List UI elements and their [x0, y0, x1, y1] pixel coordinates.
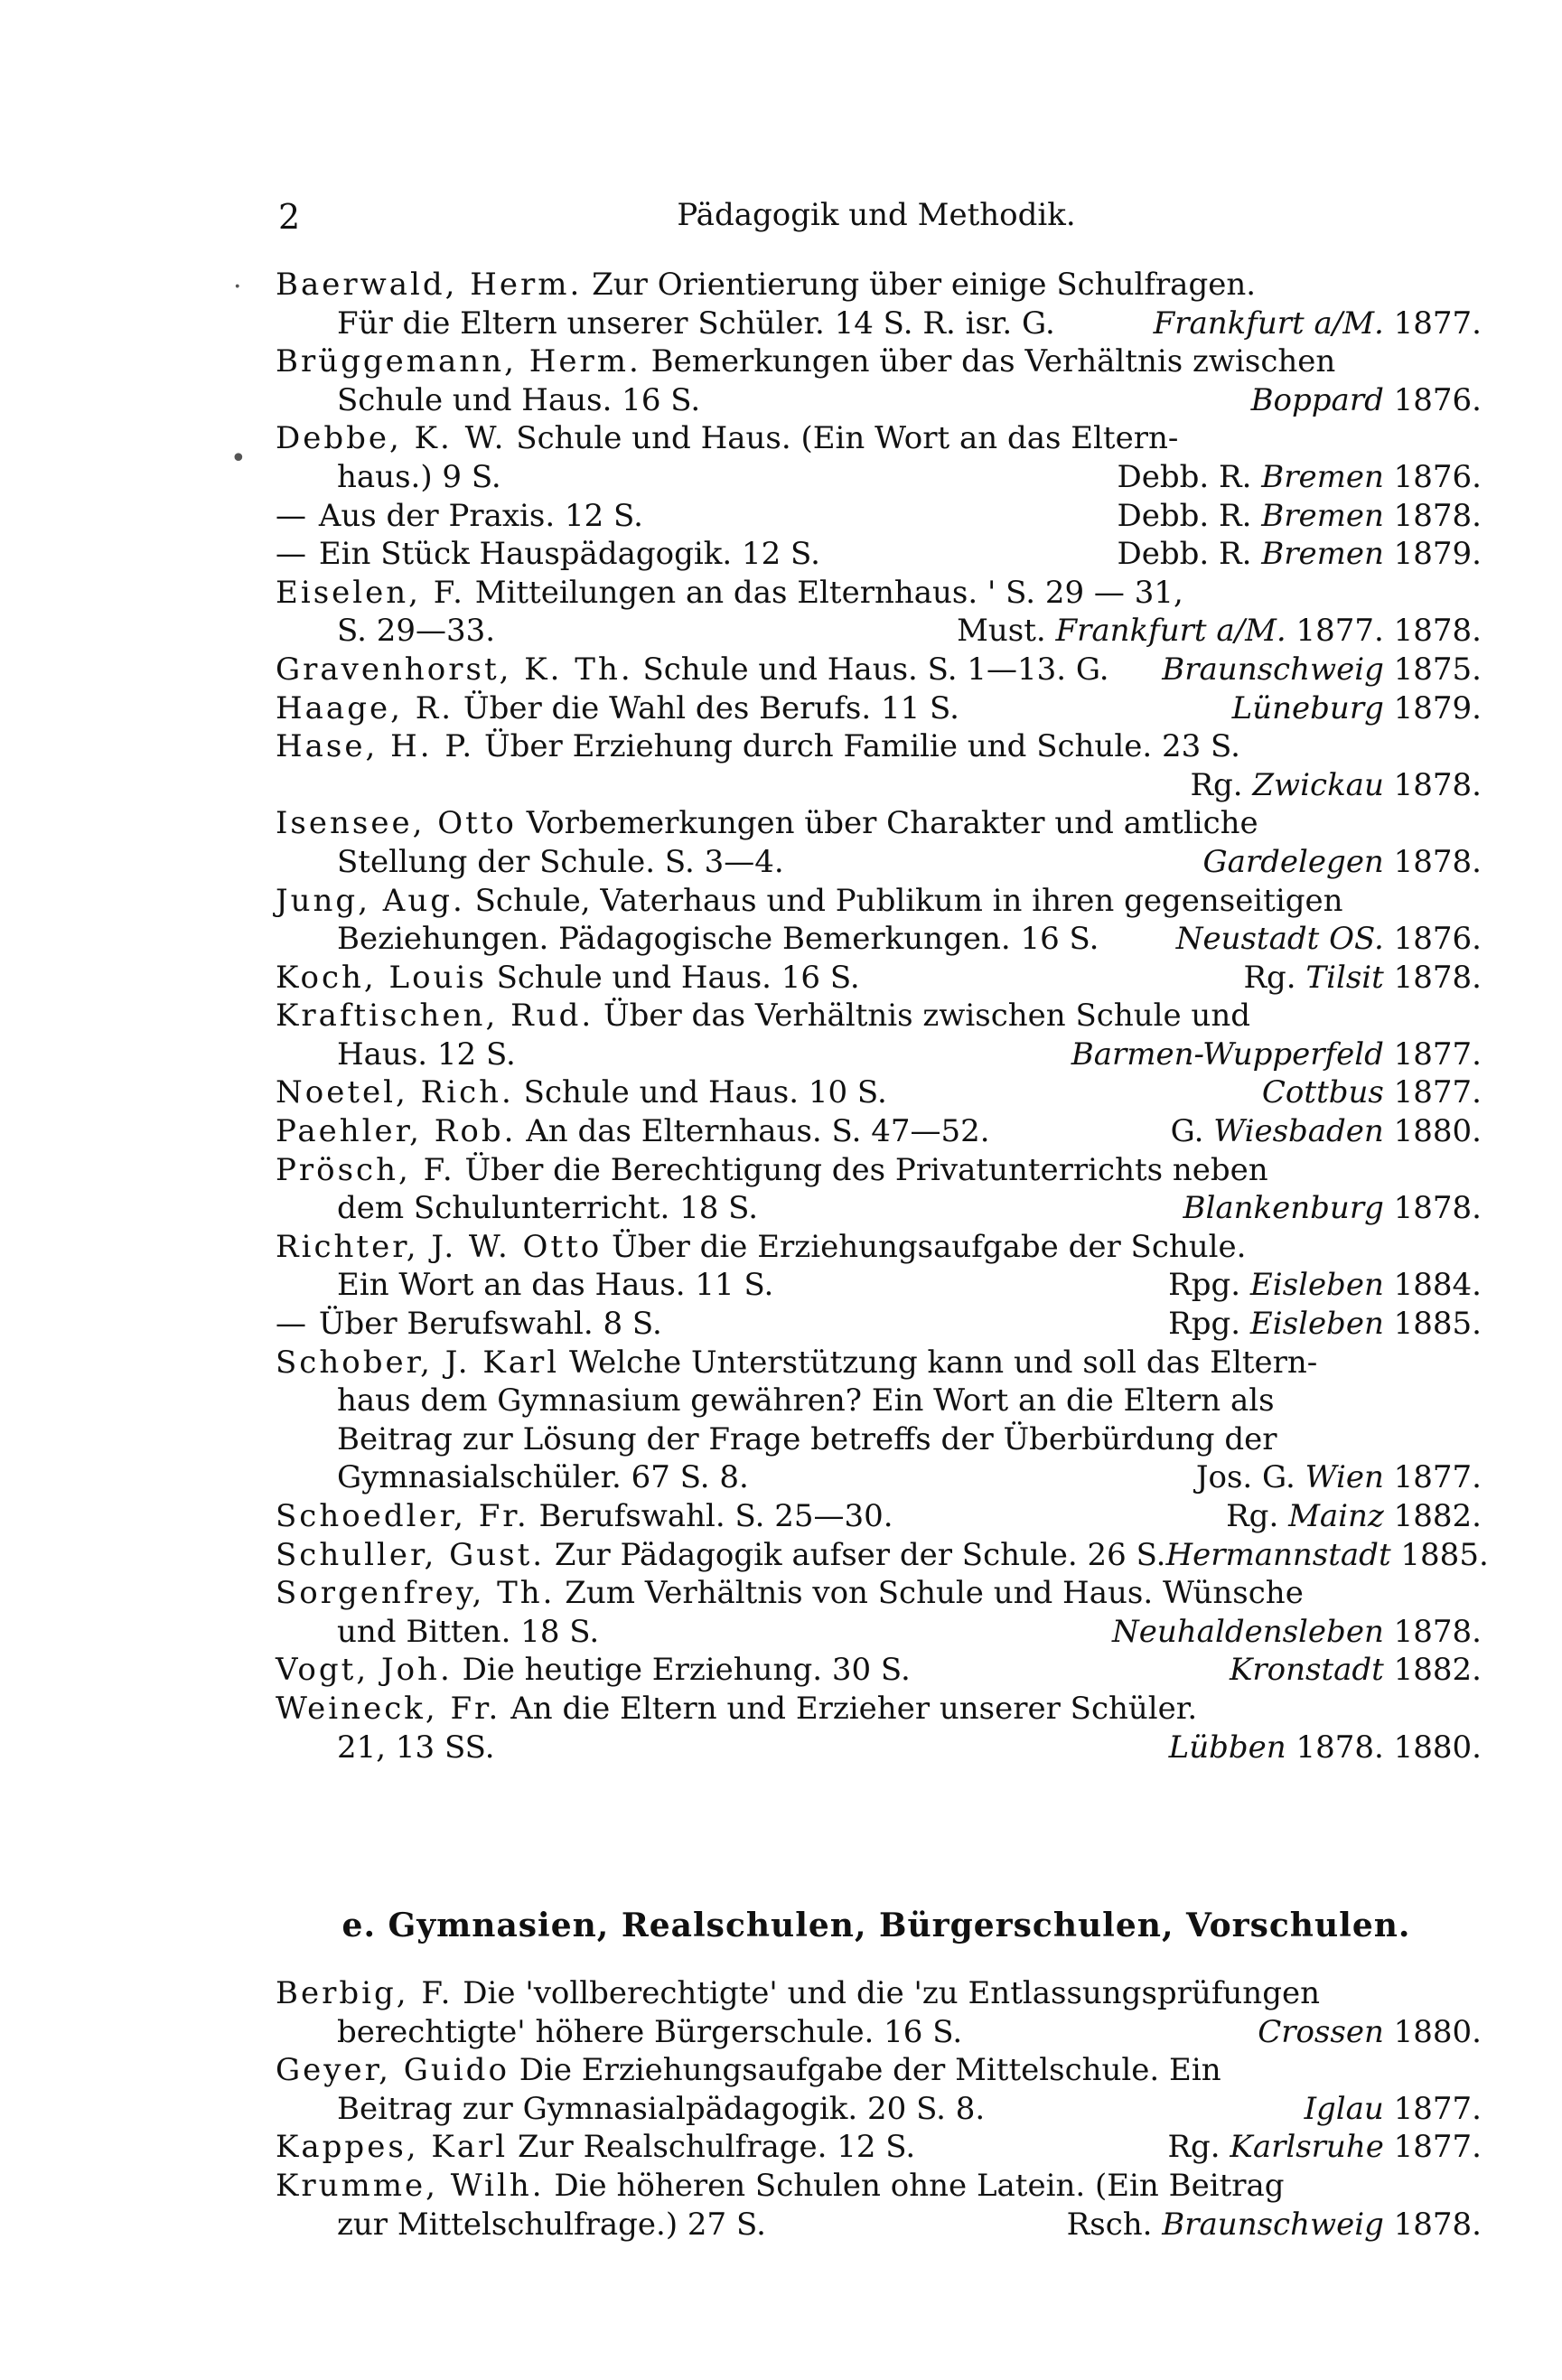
- entry-line: [276, 920, 1482, 959]
- entry-line: [276, 766, 1482, 805]
- entry-line: [276, 1151, 1482, 1190]
- entry-imprint: [1232, 689, 1482, 728]
- entry-title: Über die Wahl des Berufs. 11 S.: [463, 689, 959, 726]
- entry-imprint: [1202, 843, 1482, 882]
- entry-line: [276, 1497, 1482, 1536]
- entry-year: 1884.: [1393, 1267, 1482, 1304]
- entry-text: [276, 535, 1117, 574]
- entry-imprint: [1243, 959, 1482, 998]
- entry-imprint: [1165, 1536, 1488, 1575]
- page-number: 2: [278, 197, 301, 237]
- entry-text: [276, 804, 1482, 843]
- bibliography-entry: [276, 535, 1482, 574]
- entry-title: Welche Unterstützung kann und soll das Eltern-: [568, 1344, 1318, 1381]
- entry-title: Berufswahl. S. 25—30.: [538, 1498, 893, 1534]
- entry-text: [337, 1729, 1169, 1767]
- entry-text: [337, 305, 1154, 343]
- entry-place: Eisleben: [1249, 1267, 1384, 1304]
- entry-line: [276, 612, 1482, 651]
- entry-text: [276, 1344, 1482, 1382]
- entry-title: Beitrag zur Gymnasialpädagogik. 20 S. 8.: [337, 2090, 986, 2127]
- entry-year: 1882.: [1393, 1652, 1482, 1689]
- bibliography-entry: [276, 497, 1482, 536]
- entry-publisher: G.: [1170, 1113, 1204, 1150]
- bibliography-entry: [276, 727, 1482, 804]
- entry-line: [276, 305, 1482, 343]
- entry-line: [276, 1344, 1482, 1382]
- entry-text: [276, 959, 1243, 998]
- entry-line: [276, 1189, 1482, 1228]
- entry-year: 1877.: [1393, 1459, 1482, 1496]
- entry-title: Über die Berechtigung des Privatunterrichts neben: [464, 1151, 1268, 1188]
- entry-text: [337, 2206, 1067, 2244]
- bibliography-entry: [276, 1151, 1482, 1228]
- entry-year: 1878.: [1393, 959, 1482, 996]
- entry-imprint: [1167, 2128, 1482, 2167]
- entry-title: 21, 13 SS.: [337, 1729, 495, 1766]
- entry-line: [276, 2167, 1482, 2206]
- entry-year: 1876.: [1393, 921, 1482, 958]
- entry-text: [337, 1613, 1112, 1652]
- entry-imprint: [1117, 458, 1482, 497]
- entry-publisher: Rg.: [1167, 2129, 1221, 2166]
- entry-line: [276, 1651, 1482, 1690]
- entry-line: [276, 1536, 1489, 1575]
- entry-line: [276, 1382, 1482, 1420]
- entry-title: S. 29—33.: [337, 613, 496, 650]
- entry-line: [276, 1458, 1482, 1497]
- entry-line: [276, 1613, 1482, 1652]
- entry-title: Beitrag zur Lösung der Frage betreffs der Überbürdung der: [337, 1420, 1277, 1457]
- entry-place: Wien: [1305, 1459, 1384, 1496]
- entry-text: [276, 1073, 1262, 1112]
- entry-text: [276, 1536, 1165, 1575]
- entry-author: Eiselen, F.: [276, 574, 465, 611]
- bibliography-entry: [276, 342, 1482, 419]
- entry-text: [276, 997, 1482, 1035]
- entry-place: Karlsruhe: [1230, 2129, 1384, 2166]
- page-header: [271, 197, 1482, 242]
- entry-text: [337, 458, 1117, 497]
- entry-title: Die heutige Erziehung. 30 S.: [462, 1652, 911, 1689]
- entry-author: Geyer, Guido: [276, 2052, 510, 2089]
- entry-year: 1877.: [1393, 305, 1482, 342]
- entry-title: Schule und Haus. S. 1—13. G.: [642, 651, 1109, 688]
- entry-title: Schule und Haus. 16 S.: [496, 959, 860, 996]
- entry-line: [276, 843, 1482, 882]
- entry-title: An die Eltern und Erzieher unserer Schüler.: [510, 1690, 1198, 1727]
- entry-title: dem Schulunterricht. 18 S.: [337, 1190, 759, 1227]
- entry-imprint: [1226, 1497, 1482, 1536]
- entry-title: Haus. 12 S.: [337, 1035, 516, 1073]
- entry-year: 1877.: [1393, 1074, 1482, 1111]
- entry-line: [276, 1305, 1482, 1344]
- entry-imprint: [1176, 920, 1482, 959]
- bibliography-entry: [276, 1228, 1482, 1305]
- running-title: Pädagogik und Methodik.: [677, 197, 1076, 233]
- entry-place: Blankenburg: [1183, 1190, 1384, 1227]
- entry-line: [276, 2013, 1482, 2052]
- entry-year: 1878.: [1393, 1190, 1482, 1227]
- entry-year: 1878.: [1393, 766, 1482, 803]
- entry-title: Zur Realschulfrage. 12 S.: [518, 2129, 916, 2166]
- entry-text: [276, 689, 1232, 728]
- section-heading: e. Gymnasien, Realschulen, Bürgerschulen, Vorschulen.: [341, 1907, 1411, 1944]
- entry-publisher: Jos. G.: [1195, 1459, 1295, 1496]
- entry-imprint: [1154, 305, 1482, 343]
- entry-publisher: Rg.: [1226, 1498, 1279, 1534]
- bibliography-entry: [276, 1344, 1482, 1497]
- entry-text: [276, 266, 1482, 305]
- entry-title: Vorbemerkungen über Charakter und amtliche: [526, 805, 1258, 842]
- entry-title: berechtigte' höhere Bürgerschule. 16 S.: [337, 2013, 963, 2050]
- entry-text: [276, 727, 1482, 766]
- entry-year: 1885.: [1393, 1306, 1482, 1343]
- entry-imprint: [1196, 1458, 1482, 1497]
- entry-year: 1878. 1880.: [1295, 1729, 1482, 1766]
- bibliography-entry: [276, 574, 1482, 651]
- entry-author: Jung, Aug.: [276, 882, 465, 919]
- entry-title: Über die Erziehungsaufgabe der Schule.: [612, 1228, 1247, 1265]
- entry-place: Lüneburg: [1231, 689, 1384, 726]
- entry-year: 1878.: [1393, 497, 1482, 534]
- entry-line: [276, 2051, 1482, 2090]
- entry-author: —: [276, 497, 309, 534]
- entry-place: Mainz: [1288, 1498, 1384, 1534]
- entry-title: An das Elternhaus. S. 47—52.: [526, 1113, 990, 1150]
- entry-title: haus dem Gymnasium gewähren? Ein Wort an die Eltern als: [337, 1382, 1275, 1420]
- entry-line: [276, 266, 1482, 305]
- entry-text: [337, 1189, 1183, 1228]
- entry-text: [276, 1974, 1482, 2013]
- entry-title: haus.) 9 S.: [337, 458, 501, 495]
- bibliography-entry: [276, 2051, 1482, 2128]
- entry-imprint: [1112, 1613, 1482, 1652]
- entry-author: Brüggemann, Herm.: [276, 343, 641, 380]
- entry-year: 1877.: [1393, 2090, 1482, 2127]
- entry-place: Bremen: [1261, 497, 1384, 534]
- entry-year: 1877.: [1393, 2129, 1482, 2166]
- entry-title: Bemerkungen über das Verhältnis zwischen: [650, 343, 1336, 380]
- entry-author: Schober, J. Karl: [276, 1344, 560, 1381]
- entry-author: Noetel, Rich.: [276, 1074, 514, 1111]
- entry-title: Schule und Haus. 10 S.: [523, 1074, 887, 1111]
- entry-author: Berbig, F.: [276, 1975, 454, 2011]
- entry-author: Isensee, Otto: [276, 805, 517, 842]
- entry-line: [276, 342, 1482, 381]
- entry-place: Lübben: [1168, 1729, 1286, 1766]
- bibliography-entry: [276, 2167, 1482, 2244]
- entry-author: Koch, Louis: [276, 959, 487, 996]
- entry-title: Zur Orientierung über einige Schulfragen.: [592, 267, 1257, 303]
- entry-author: Debbe, K. W.: [276, 420, 507, 457]
- bibliography-entry: [276, 882, 1482, 959]
- entry-imprint: [1190, 766, 1482, 805]
- entry-year: 1876.: [1393, 381, 1482, 418]
- bibliography-entry: [276, 2128, 1482, 2167]
- entry-year: 1880.: [1393, 1113, 1482, 1150]
- entry-author: Vogt, Joh.: [276, 1652, 453, 1689]
- entry-text: [337, 1458, 1196, 1497]
- entry-imprint: [1305, 2090, 1482, 2129]
- entry-title: Für die Eltern unserer Schüler. 14 S. R. isr. G.: [337, 305, 1055, 342]
- entry-place: Gardelegen: [1202, 843, 1384, 880]
- entry-imprint: [1258, 2013, 1482, 2052]
- entry-author: Sorgenfrey, Th.: [276, 1575, 556, 1612]
- entry-place: Frankfurt a/M.: [1153, 305, 1384, 342]
- entry-title: Schule, Vaterhaus und Publikum in ihren gegenseitigen: [474, 882, 1343, 919]
- entry-text: [337, 1035, 1071, 1074]
- entry-publisher: Debb. R.: [1117, 536, 1252, 573]
- entry-imprint: [1168, 1305, 1482, 1344]
- entry-imprint: [1067, 2206, 1482, 2244]
- entry-place: Crossen: [1258, 2013, 1384, 2050]
- entry-title: Gymnasialschüler. 67 S. 8.: [337, 1459, 749, 1496]
- entry-author: Schoedler, Fr.: [276, 1498, 529, 1534]
- entry-place: Braunschweig: [1162, 651, 1384, 688]
- entry-text: [276, 2167, 1482, 2206]
- entry-text: [337, 2013, 1258, 2052]
- entry-title: Die Erziehungsaufgabe der Mittelschule. Ein: [519, 2052, 1221, 2089]
- entry-imprint: [1230, 1651, 1482, 1690]
- entry-title: Über Berufswahl. 8 S.: [318, 1306, 662, 1343]
- entry-imprint: [957, 612, 1482, 651]
- entry-place: Boppard: [1250, 381, 1384, 418]
- entry-line: [276, 1690, 1482, 1729]
- bibliography-entry: [276, 266, 1482, 342]
- entry-year: 1876.: [1393, 458, 1482, 495]
- entry-text: [276, 1690, 1482, 1729]
- entry-author: Hase, H. P.: [276, 728, 475, 765]
- entry-author: Paehler, Rob.: [276, 1113, 517, 1150]
- entry-imprint: [1183, 1189, 1482, 1228]
- entry-place: Braunschweig: [1162, 2206, 1384, 2243]
- entry-text: [337, 843, 1202, 882]
- bibliography-entry: [276, 1536, 1489, 1575]
- entry-imprint: [1168, 1266, 1482, 1305]
- entry-text: [337, 612, 957, 651]
- entry-line: [276, 497, 1482, 536]
- entry-imprint: [1169, 1729, 1482, 1767]
- entry-title: Zum Verhältnis von Schule und Haus. Wünsche: [565, 1575, 1304, 1612]
- margin-mark: ·: [233, 271, 242, 303]
- entry-line: [276, 1112, 1482, 1151]
- entry-author: Kappes, Karl: [276, 2129, 509, 2166]
- bibliography-entry: [276, 1574, 1482, 1651]
- bibliography-entry: [276, 689, 1482, 728]
- entry-text: [276, 2128, 1167, 2167]
- entry-place: Neustadt OS.: [1175, 921, 1384, 958]
- entry-place: Iglau: [1304, 2090, 1384, 2127]
- entry-title: Ein Stück Hauspädagogik. 12 S.: [318, 536, 820, 573]
- entry-author: Weineck, Fr.: [276, 1690, 501, 1727]
- entry-text: [337, 2090, 1305, 2129]
- entry-title: Schule und Haus. (Ein Wort an das Eltern-: [516, 420, 1179, 457]
- entry-place: Eisleben: [1249, 1306, 1384, 1343]
- entry-line: [276, 458, 1482, 497]
- entry-publisher: Must.: [957, 613, 1046, 650]
- bibliography-entry: [276, 651, 1482, 689]
- entry-place: Tilsit: [1305, 959, 1384, 996]
- entry-line: [276, 1266, 1482, 1305]
- entry-line: [276, 2128, 1482, 2167]
- bibliography-entry: [276, 997, 1482, 1073]
- entry-text: [276, 1228, 1482, 1267]
- entry-year: 1879.: [1393, 536, 1482, 573]
- entry-text: [276, 2051, 1482, 2090]
- entry-author: Haage, R.: [276, 689, 454, 726]
- entry-line: [276, 727, 1482, 766]
- entry-author: Krumme, Wilh.: [276, 2167, 545, 2204]
- entry-author: Richter, J. W. Otto: [276, 1228, 603, 1265]
- entry-imprint: [1071, 1035, 1482, 1074]
- entry-title: Die 'vollberechtigte' und die 'zu Entlassungsprüfungen: [463, 1975, 1320, 2011]
- bibliography-section-e: [276, 1974, 1482, 2244]
- entry-text: [276, 1112, 1171, 1151]
- entry-title: Mitteilungen an das Elternhaus. ' S. 29 — 31,: [474, 574, 1183, 611]
- entry-publisher: Debb. R.: [1117, 497, 1252, 534]
- entry-author: Prösch, F.: [276, 1151, 455, 1188]
- entry-author: Schuller, Gust.: [276, 1536, 546, 1573]
- entry-title: Ein Wort an das Haus. 11 S.: [337, 1267, 774, 1304]
- entry-text: [337, 1420, 1482, 1459]
- entry-author: —: [276, 536, 309, 573]
- entry-title: Stellung der Schule. S. 3—4.: [337, 843, 784, 880]
- entry-year: 1880.: [1393, 2013, 1482, 2050]
- entry-year: 1878.: [1393, 1613, 1482, 1650]
- entry-line: [276, 381, 1482, 420]
- entry-place: Cottbus: [1261, 1074, 1384, 1111]
- entry-text: [276, 342, 1482, 381]
- entry-line: [276, 535, 1482, 574]
- entry-year: 1875.: [1393, 651, 1482, 688]
- entry-line: [276, 804, 1482, 843]
- bibliography-entry: [276, 1974, 1482, 2051]
- entry-year: 1877. 1878.: [1295, 613, 1482, 650]
- entry-publisher: Rsch.: [1066, 2206, 1153, 2243]
- entry-author: Kraftischen, Rud.: [276, 998, 594, 1035]
- entry-text: [276, 1651, 1230, 1690]
- entry-text: [337, 1382, 1482, 1420]
- entry-place: Bremen: [1261, 458, 1384, 495]
- entry-imprint: [1251, 381, 1482, 420]
- entry-title: Zur Pädagogik aufser der Schule. 26 S.: [554, 1536, 1166, 1573]
- entry-title: Beziehungen. Pädagogische Bemerkungen. 16 S.: [337, 921, 1099, 958]
- entry-place: Wiesbaden: [1213, 1113, 1384, 1150]
- entry-title: Über Erziehung durch Familie und Schule. 23 S.: [483, 728, 1240, 765]
- entry-title: Die höheren Schulen ohne Latein. (Ein Beitrag: [554, 2167, 1285, 2204]
- entry-author: Gravenhorst, K. Th.: [276, 651, 633, 688]
- entry-place: Bremen: [1261, 536, 1384, 573]
- entry-place: Neuhaldensleben: [1112, 1613, 1384, 1650]
- entry-text: [276, 1574, 1482, 1613]
- entry-text: [276, 882, 1482, 921]
- entry-year: 1882.: [1393, 1498, 1482, 1534]
- entry-place: Frankfurt a/M.: [1055, 613, 1286, 650]
- entry-text: [276, 419, 1482, 458]
- entry-title: zur Mittelschulfrage.) 27 S.: [337, 2206, 766, 2243]
- entry-imprint: [1117, 535, 1482, 574]
- entry-author: Baerwald, Herm.: [276, 267, 583, 303]
- entry-author: —: [276, 1306, 309, 1343]
- entry-text: [276, 497, 1117, 536]
- entry-imprint: [1171, 1112, 1482, 1151]
- entry-text: [276, 1305, 1168, 1344]
- entry-place: Barmen-Wupperfeld: [1071, 1035, 1384, 1073]
- bibliography-entry: [276, 419, 1482, 496]
- entry-line: [276, 1420, 1482, 1459]
- entry-text: [276, 1497, 1226, 1536]
- margin-mark: •: [230, 443, 247, 474]
- entry-publisher: Rpg.: [1168, 1267, 1241, 1304]
- entry-year: 1878.: [1393, 2206, 1482, 2243]
- entry-line: [276, 1228, 1482, 1267]
- entry-text: [337, 381, 1251, 420]
- entry-line: [276, 1073, 1482, 1112]
- entry-line: [276, 2090, 1482, 2129]
- entry-line: [276, 1035, 1482, 1074]
- bibliography-entry: [276, 1497, 1482, 1536]
- entry-line: [276, 419, 1482, 458]
- entry-place: Zwickau: [1252, 766, 1384, 803]
- entry-text: [276, 574, 1482, 613]
- entry-text: [276, 651, 1162, 689]
- entry-imprint: [1262, 1073, 1482, 1112]
- entry-year: 1885.: [1400, 1536, 1489, 1573]
- entry-line: [276, 997, 1482, 1035]
- entry-line: [276, 574, 1482, 613]
- bibliography-entry: [276, 1651, 1482, 1690]
- entry-title: Über das Verhältnis zwischen Schule und: [603, 998, 1250, 1035]
- entry-imprint: [1117, 497, 1482, 536]
- entry-title: und Bitten. 18 S.: [337, 1613, 600, 1650]
- entry-text: [337, 1266, 1168, 1305]
- bibliography-entry: [276, 1112, 1482, 1151]
- entry-place: Hermannstadt: [1165, 1536, 1391, 1573]
- entry-publisher: Rpg.: [1168, 1306, 1241, 1343]
- entry-title: Aus der Praxis. 12 S.: [318, 497, 643, 534]
- entry-line: [276, 1574, 1482, 1613]
- entry-publisher: Rg.: [1190, 766, 1243, 803]
- entry-place: Kronstadt: [1230, 1652, 1384, 1689]
- entry-line: [276, 882, 1482, 921]
- entry-text: [276, 1151, 1482, 1190]
- entry-publisher: Rg.: [1243, 959, 1296, 996]
- entry-line: [276, 1729, 1482, 1767]
- bibliography-entry: [276, 1690, 1482, 1766]
- entry-title: Schule und Haus. 16 S.: [337, 381, 701, 418]
- bibliography-entry: [276, 1305, 1482, 1344]
- entry-line: [276, 2206, 1482, 2244]
- entry-year: 1878.: [1393, 843, 1482, 880]
- bibliography-entry: [276, 804, 1482, 881]
- entry-publisher: Debb. R.: [1117, 458, 1252, 495]
- bibliography-entry: [276, 959, 1482, 998]
- bibliography-entry: [276, 1073, 1482, 1112]
- entry-imprint: [1162, 651, 1482, 689]
- entry-text: [337, 920, 1176, 959]
- entry-year: 1879.: [1393, 689, 1482, 726]
- entry-line: [276, 1974, 1482, 2013]
- bibliography-section-d: [276, 266, 1489, 1766]
- entry-line: [276, 689, 1482, 728]
- entry-line: [276, 959, 1482, 998]
- entry-line: [276, 651, 1482, 689]
- entry-year: 1877.: [1393, 1035, 1482, 1073]
